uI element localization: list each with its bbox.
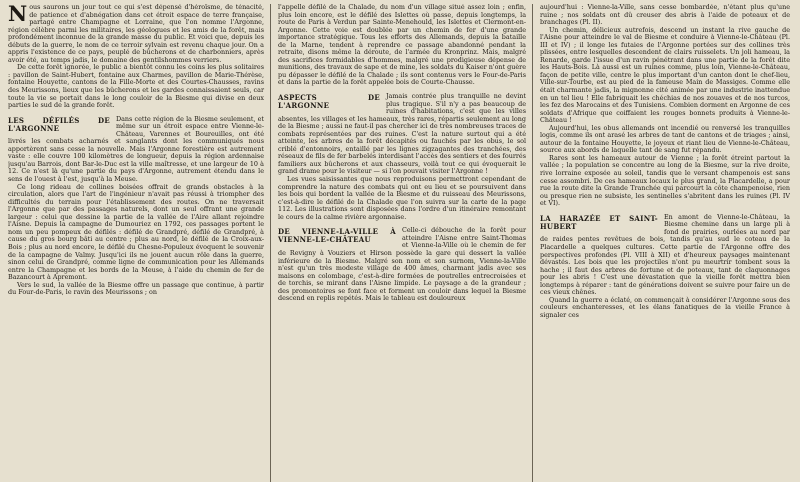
paragraph-text: En amont de Vienne-le-Château, la Biesme chemine dans un large pli à fond de prairies, ourlées au nord par de raides pentes revêtues de bois, tandis qu'au sud le coteau de la Placardelle a quelques cultures. Cette partie de l'Argonne offre des perspectives profondes (Pl. VIII à XII) et d'heureux paysages maintenant dévastés. Les bois que les projectiles n'ont pu meurtrir tombent sous la hache ; il faut des arbres de fortune et de poteaux, tant de claquonnages pour les abris ! C'est une dévastation que la vieille forêt mettra bien longtemps à réparer : tant de générations doivent se suivre pour faire un de ces vieux chênes. [540,212,790,297]
paragraph: Aujourd'hui, les obus allemands ont incendié ou renversé les tranquilles logis, comme ils ont arasé les arbres de tant de cantons et de triages ; ainsi, autour de la fontaine Houyette, le joyeux et riant lieu de Vienne-le-Château, source aux abords de laquelle tant de sang fut répandu. [540,123,790,155]
paragraph: Un chemin, délicieux autrefois, descend un instant la rive gauche de l'Aisne pour atteindre le val de Biesme et conduire à Vienne-le-Château (Pl. III et IV) ; il longe les futaies de l'Argonne portées sur des collines très plissées, entre lesquelles descendent de clairs ruisselets. Un joli hameau, la Renarde, garde l'issue d'un ravin pénétrant dans une partie de la forêt dite les Hauts-Bois. Là aussi est un ruines comme, plus loin, Vienne-le-Château, façon de petite ville, centre le plus important d'un canton dont le chef-lieu, Ville-sur-Tourbe, est au pied de la fameuse Main de Massiges. Comme elle était charmante jadis, la mignonne cité animée par une industrie inattendue en un tel lieu ! Elle fabriquait les chéchias de nos zouaves et de nos turcos, les fez des Marocains et des Tunisiens. Combien dorment en Argonne de ces soldats d'Afrique que coiffaient les rouges bonnets produits à Vienne-le-Château ! [540,25,790,125]
section-paragraph [278,93,526,176]
paragraph: Quand la guerre a éclaté, on commençait à considérer l'Argonne sous des couleurs enchanteresses, et les élans fanatiques de la vieille France à signaler ces [540,295,790,319]
drop-cap: N [8,4,28,26]
opening-paragraph [8,4,264,64]
section-heading: LA HARAZÉE ET SAINT-HUBERT [540,213,658,231]
paragraph-text: Celle-ci débouche de la forêt pour atteindre l'Aisne entre Saint-Thomas et Vienne-la-Ville où le chemin de fer de Revigny à Vouziers et Hirson possède la gare qui dessert la vallée inférieure de la Biesme. Malgré son nom et son surnom, Vienne-la-Ville n'est qu'un très modeste village de 400 âmes, charmant jadis avec ses maisons en colombage, c'est-à-dire formées de poutrelles entrecroisées et de torchis, se mirant dans l'Aisne limpide. Le paysage a de la grandeur ; des promontoires se font face et forment un couloir dans lequel la Biesme descend en replis repétés. Mais le tableau est douloureux [278,226,526,303]
section-heading: DE VIENNE-LA-VILLE À VIENNE-LE-CHÂTEAU [278,227,396,245]
text-column-1 [8,4,270,482]
paragraph: Vers le sud, la vallée de la Biesme offre un passage que continue, à partir du Four-de-Paris, le ravin des Meurissons ; on [8,280,264,297]
section-heading: ASPECTS DE L'ARGONNE [278,93,380,111]
paragraph-text: Jamais contrée plus tranquille ne devint plus tragique. S'il n'y a pas beaucoup de ruines d'habitations, c'est que les villes absentes, les villages et les hameaux, très rares, répartis seulement au long de la Biesme ; aussi ne faut-il pas chercher ici de très nombreuses traces de combats représentées par des ruines. C'est la nature surtout qui a été atteinte, les arbres de la forêt décapités ou fauchés par les obus, le sol criblé d'entonnoirs, entaillé par les lignes zigzagantes des tranchées, des réseaux de fils de fer barbelés interdisant l'accès des sentiers et des fourrés familiers aux bûcherons et aux chasseurs, voilà tout ce qui évoquerait le grand drame pour le visiteur — si l'on pouvait visiter l'Argonne ! [278,92,526,176]
section-paragraph [8,116,264,184]
opening-text: ous saurons un jour tout ce qui s'est dépensé d'héroïsme, de ténacité, de patience et d'abnégation dans cet étroit espace de terre française, partagé entre Champagne et Lorraine, que l'on nomme l'Argonne, région célèbre parmi les militaires, les géologues et les amis de la forêt, mais profondément inconnue de la grande masse du public. Et voici que, depuis les débuts de la guerre, le nom de ce terroir sylvain est revenu chaque jour. On a appris l'existence de ce pays, peuplé de bûcherons et de charbonniers, après avoir été, au temps jadis, le domaine des gentilshommes verriers. [8,4,264,64]
text-column-2 [270,4,532,482]
section-paragraph [278,227,526,302]
section-heading: LES DÉFILÉS DE L'ARGONNE [8,115,110,133]
paragraph: Ce long rideau de collines boisées offrait de grands obstacles à la circulation, alors que l'art de l'ingénieur n'avait pas réussi à triompher des difficultés du terrain pour l'établissement des routes. On ne traversait l'Argonne que par des passages naturels, dont un seul offrant une grande largeur : celui que dessine la partie de la vallée de l'Aire allant rejoindre l'Aisne. Depuis la campagne de Dumouriez en 1792, ces passages portent le nom un peu pompeux de défilés : défilé de Grandpré, défilé de Grandpré, à cause du gros bourg bâti au centre ; plus au nord, le défilé de la Croix-aux-Bois ; plus au nord encore, le défilé du Chesne-Populeux évoquent le souvenir de la campagne de Valmy. Jusqu'ici ils ne jouent aucun rôle dans la guerre, sinon celui de Grandpré, comme ligne de communication pour les Allemands entre la Champagne et les bords de la Meuse, à l'aide du chemin de fer de Bazancourt à Apremont. [8,182,264,282]
paragraph: l'appelle défilé de la Chalade, du nom d'un village situé assez loin ; enfin, plus loin encore, est le défilé des Islettes où passe, depuis longtemps, la route de Paris à Verdun par Sainte-Menehould, les Islettes et Clermont-en-Argonne. Cette voie est doublée par un chemin de fer d'une grande importance stratégique. Tous les efforts des Allemands, depuis la bataille de la Marne, tendent à reprendre ce passage abandonné pendant la retraite, disons même la déroute, de l'armée du Kronprinz. Mais, malgré des sacrifices formidables d'hommes, malgré une prodigieuse dépense de munitions, des travaux de sape et de mine, les soldats du Kaiser n'ont guère pu dépasser le défilé de la Chalade ; ils sont contenus vers le Four-de-Paris et dans la partie de la forêt appelée bois de Courte-Chausse. [278,4,526,87]
text-column-3 [532,4,790,482]
paragraph: aujourd'hui : Vienne-la-Ville, sans cesse bombardée, n'étant plus qu'une ruine ; nos soldats ont dû creuser des abris à l'aide de poteaux et de branchages (Pl. II). [540,4,790,27]
paragraph: Rares sont les hameaux autour de Vienne ; la forêt étreint partout la vallée ; la population se concentre au long de la Biesme, sur la rive droite, rive lorraine exposée au soleil, tandis que le versant champenois est sans cesse assombri. De ces hameaux locaux le plus grand, la Placardelle, a pour rue la route dite la Grande Tranchée qui parcourt la côte champenoise, rien ou presque rien ne subsiste, les sentinelles s'abritent dans les ruines (Pl. IV et VI). [540,153,790,208]
section-paragraph [540,214,790,297]
paragraph: Les vues saisissantes que nous reproduisons permettront cependant de comprendre la nature des combats qui ont eu lieu et se poursuivent dans les bois qui bordent la vallée de la Biesme et du ruisseau des Meurissons, c'est-à-dire le défilé de la Chalade que l'on suivra sur la carte de la page 112. Les illustrations sont disposées dans l'ordre d'un itinéraire remontant le cours de la calme rivière argonnaise. [278,175,526,221]
paragraph-text: Dans cette région de la Biesme seulement, et même sur un étroit espace entre Vienne-le-Château, Varennes et Boureuilles, ont été livrés les combats acharnés et sanglants dont les communiqués nous apportèrent sans cesse la nouvelle. Mais l'Argonne forestière est autrement vaste : elle couvre 100 kilomètres de longueur, depuis la région ardennaise jusqu'au Barrois, dont Bar-le-Duc est la ville maîtresse, et une largeur de 10 à 12. Ce n'est là qu'une partie du pays d'Argonne, autrement étendu dans le sens de l'ouest à l'est, jusqu'à la Meuse. [8,114,264,184]
paragraph: De cette forêt ignorée, le public a bientôt connu les coins les plus solitaires : pavillon de Saint-Hubert, fontaine aux Charmes, pavillon de Marie-Thérèse, fontaine Houyette, cantons de la Fille-Morte et des Courtes-Chausses, ravins des Meurissons, lieux que les bûcherons et les gardes connaissaient seuls, car toute la vie se portait dans le long couloir de la Biesme qui divise en deux parties le sud de la grande forêt. [8,63,264,110]
